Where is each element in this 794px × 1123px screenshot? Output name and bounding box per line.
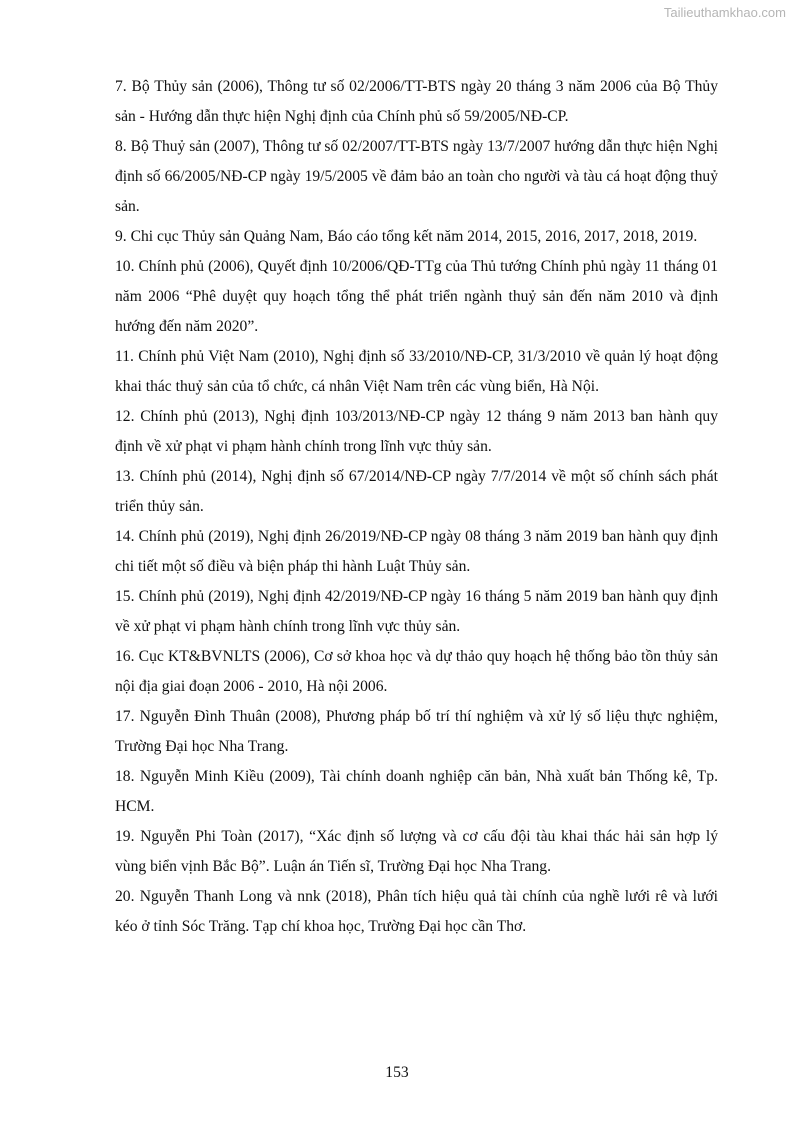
reference-item-15: 15. Chính phủ (2019), Nghị định 42/2019/NĐ-CP ngày 16 tháng 5 năm 2019 ban hành quy định về xử phạt vi phạm hành chính trong lĩnh vực thủy sản. <box>115 588 718 635</box>
page-number: 153 <box>385 1064 409 1081</box>
reference-item-14: 14. Chính phủ (2019), Nghị định 26/2019/NĐ-CP ngày 08 tháng 3 năm 2019 ban hành quy định chi tiết một số điều và biện pháp thi hành Luật Thủy sản. <box>115 528 718 575</box>
reference-item-18: 18. Nguyễn Minh Kiều (2009), Tài chính doanh nghiệp căn bản, Nhà xuất bản Thống kê, Tp. HCM. <box>115 768 718 815</box>
reference-item-20: 20. Nguyễn Thanh Long và nnk (2018), Phân tích hiệu quả tài chính của nghề lưới rê và lưới kéo ở tỉnh Sóc Trăng. Tạp chí khoa học, Trường Đại học cần Thơ. <box>115 888 718 935</box>
reference-item-8: 8. Bộ Thuỷ sản (2007), Thông tư số 02/2007/TT-BTS ngày 13/7/2007 hướng dẫn thực hiện Nghị định số 66/2005/NĐ-CP ngày 19/5/2005 về đảm bảo an toàn cho người và tàu cá hoạt động thuỷ sản. <box>115 138 718 215</box>
reference-item-7: 7. Bộ Thủy sản (2006), Thông tư số 02/2006/TT-BTS ngày 20 tháng 3 năm 2006 của Bộ Thủy sản - Hướng dẫn thực hiện Nghị định của Chính phủ số 59/2005/NĐ-CP. <box>115 78 718 125</box>
reference-item-11: 11. Chính phủ Việt Nam (2010), Nghị định số 33/2010/NĐ-CP, 31/3/2010 về quản lý hoạt động khai thác thuỷ sản của tổ chức, cá nhân Việt Nam trên các vùng biển, Hà Nội. <box>115 348 718 395</box>
reference-item-16: 16. Cục KT&BVNLTS (2006), Cơ sở khoa học và dự thảo quy hoạch hệ thống bảo tồn thủy sản nội địa giai đoạn 2006 - 2010, Hà nội 2006. <box>115 648 718 695</box>
reference-item-13: 13. Chính phủ (2014), Nghị định số 67/2014/NĐ-CP ngày 7/7/2014 về một số chính sách phát triển thủy sản. <box>115 468 718 515</box>
reference-item-10: 10. Chính phủ (2006), Quyết định 10/2006/QĐ-TTg của Thủ tướng Chính phủ ngày 11 tháng 01 năm 2006 “Phê duyệt quy hoạch tổng thể phát triển ngành thuỷ sản đến năm 2010 và định hướng đến năm 2020”. <box>115 258 718 335</box>
reference-item-9: 9. Chi cục Thủy sản Quảng Nam, Báo cáo tổng kết năm 2014, 2015, 2016, 2017, 2018, 2019. <box>115 228 698 245</box>
reference-item-19: 19. Nguyễn Phi Toàn (2017), “Xác định số lượng và cơ cấu đội tàu khai thác hải sản hợp lý vùng biển vịnh Bắc Bộ”. Luận án Tiến sĩ, Trường Đại học Nha Trang. <box>115 828 718 875</box>
reference-item-17: 17. Nguyễn Đình Thuân (2008), Phương pháp bố trí thí nghiệm và xử lý số liệu thực nghiệm, Trường Đại học Nha Trang. <box>115 708 718 755</box>
watermark-text: Tailieuthamkhao.com <box>663 5 786 20</box>
reference-list <box>115 72 718 942</box>
reference-item-12: 12. Chính phủ (2013), Nghị định 103/2013/NĐ-CP ngày 12 tháng 9 năm 2013 ban hành quy định về xử phạt vi phạm hành chính trong lĩnh vực thủy sản. <box>115 408 718 455</box>
